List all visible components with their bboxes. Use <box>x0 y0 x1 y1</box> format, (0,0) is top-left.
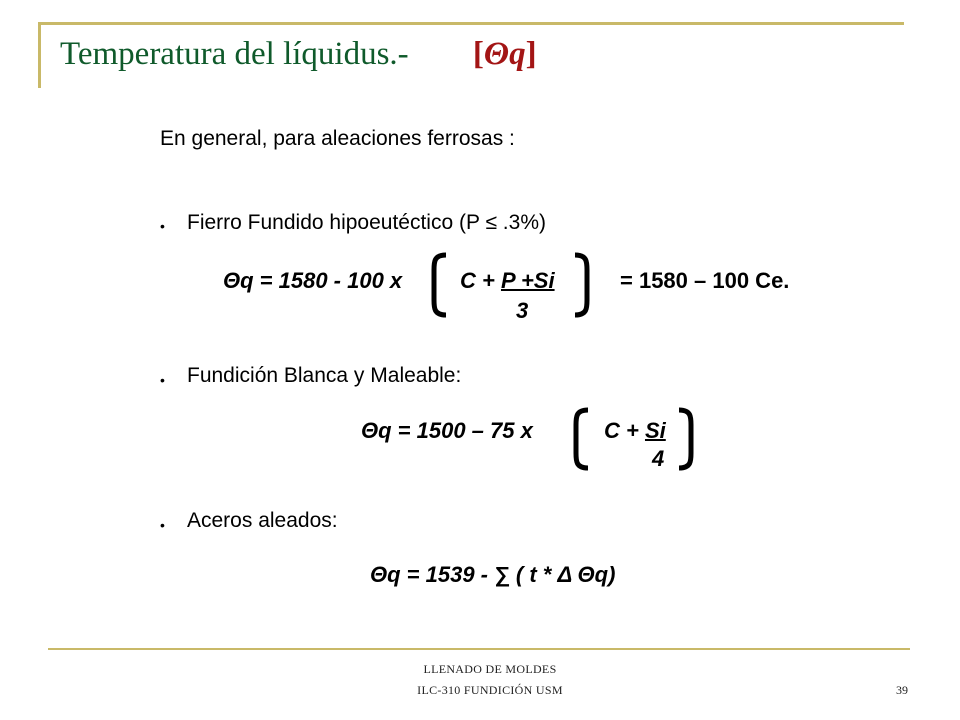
formula-2-denominator: 4 <box>652 446 665 471</box>
intro-text: En general, para aleaciones ferrosas : <box>160 127 515 150</box>
right-paren-2 <box>676 407 698 471</box>
item-3-heading: Aceros aleados: <box>187 509 338 532</box>
slide-title-text: Temperatura del líquidus.- <box>60 36 409 72</box>
formula-2-numerator-underlined: Si <box>644 418 666 443</box>
formula-1-numerator-underlined: P +Si <box>500 268 555 293</box>
formula-1-numerator-plain: C + <box>460 268 501 293</box>
title-symbol-text: Θq <box>483 36 526 72</box>
left-paren-1 <box>427 252 449 318</box>
bullet-1: • <box>160 218 165 234</box>
formula-2-numerator <box>604 418 666 444</box>
page-number: 39 <box>896 683 908 697</box>
formula-1-rhs: = 1580 – 100 Ce. <box>620 268 790 293</box>
formula-2-lhs: Θq = 1500 – 75 x <box>361 418 533 443</box>
bullet-2: • <box>160 372 165 388</box>
formula-1-lhs: Θq = 1580 - 100 x <box>223 268 403 293</box>
formula-3: Θq = 1539 - ∑ ( t * Δ Θq) <box>370 562 616 587</box>
formula-2-numerator-plain: C + <box>604 418 645 443</box>
slide-title-symbol: [Θq] <box>472 36 537 72</box>
right-paren-1 <box>572 252 594 318</box>
item-1-heading: Fierro Fundido hipoeutéctico (P ≤ .3%) <box>187 211 546 234</box>
left-paren-2 <box>569 407 591 471</box>
footer-rule <box>48 648 910 650</box>
footer-line-1: LLENADO DE MOLDES <box>423 662 557 676</box>
bullet-3: • <box>160 517 165 533</box>
footer-line-2: ILC-310 FUNDICIÓN USM <box>417 683 563 697</box>
formula-1-denominator: 3 <box>516 298 529 323</box>
item-2-heading: Fundición Blanca y Maleable: <box>187 364 462 387</box>
formula-1-numerator <box>460 268 555 294</box>
